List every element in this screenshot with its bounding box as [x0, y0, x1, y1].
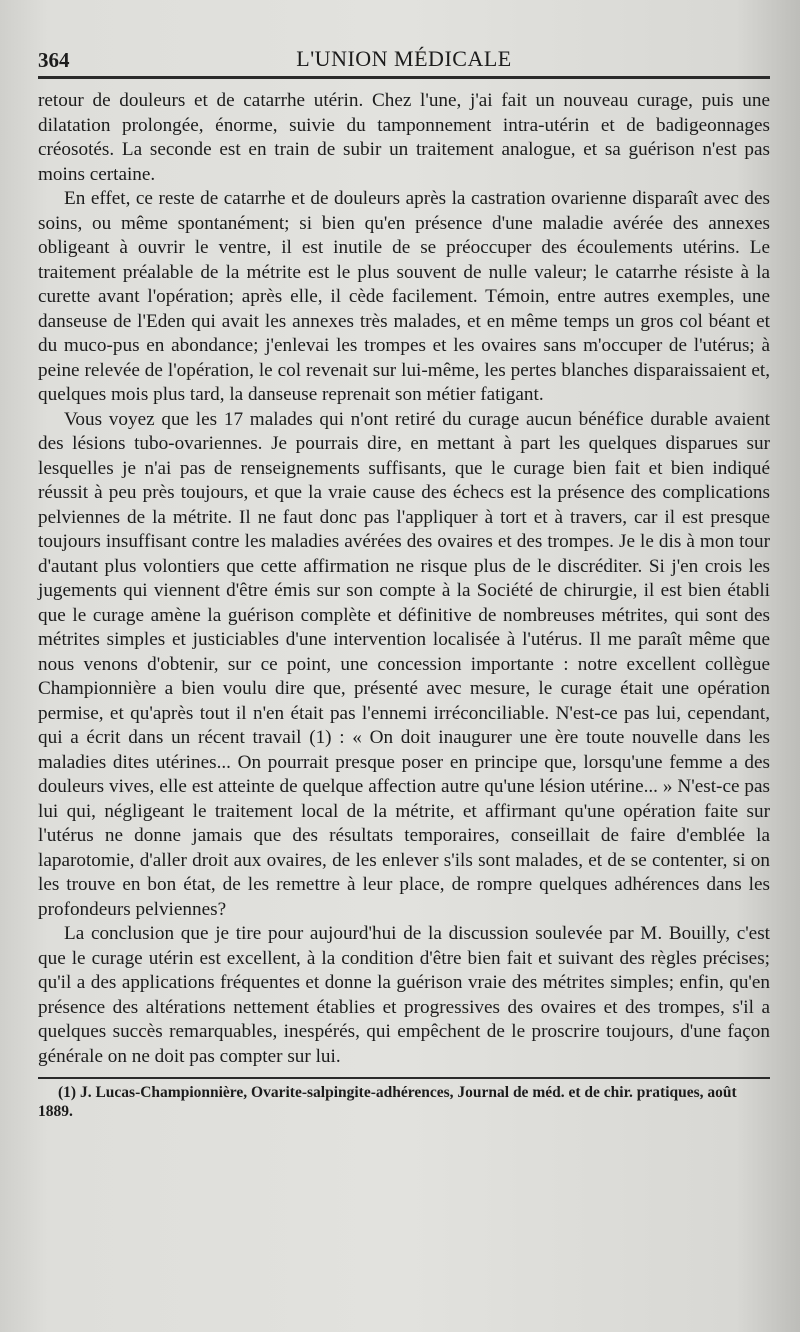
running-title: L'UNION MÉDICALE	[296, 46, 512, 71]
footnote-rule	[38, 1077, 770, 1079]
paragraph: La conclusion que je tire pour aujourd'hui de la discussion soulevée par M. Bouilly, c'est que le curage utérin est excellent, à la condition d'être bien fait et suivant des règles précises; qu'il a des applications fréquentes et donne la guérison vraie des métrites simples; enfin, qu'en présence des altérations nettement établies et progressives des ovaires et des trompes, s'il a quelques succès remarquables, inespérés, qui empêchent de le proscrire toujours, d'une façon générale on ne doit pas compter sur lui.	[38, 923, 770, 1067]
paragraph: retour de douleurs et de catarrhe utérin. Chez l'une, j'ai fait un nouveau curage, puis une dilatation prolongée, énorme, suivie du tamponnement intra-utérin et de badigeonnages créosotés. La seconde est en train de subir un traitement analogue, et sa guérison n'est pas moins certaine.	[38, 90, 770, 185]
page-header	[38, 44, 770, 74]
page-number: 364	[38, 48, 70, 72]
body-text	[38, 89, 770, 1069]
paragraph: En effet, ce reste de catarrhe et de douleurs après la castration ovarienne disparaît avec des soins, ou même spontanément; si bien qu'en présence d'une maladie avérée des annexes obligeant à ouvrir le ventre, il est inutile de se préoccuper des écoulements utérins. Le traitement préalable de la métrite est le plus souvent de nulle valeur; le catarrhe résiste à la curette avant l'opération; après elle, il cède facilement. Témoin, entre autres exemples, une danseuse de l'Eden qui avait les annexes très malades, et en même temps un gros col béant et du muco-pus en abondance; j'enlevai les trompes et les ovaires sans m'occuper de l'utérus; à peine relevée de l'opération, le col revenait sur lui-même, les pertes blanches disparaissaient et, quelques mois plus tard, la danseuse reprenait son métier fatigant.	[38, 188, 770, 405]
paragraph: Vous voyez que les 17 malades qui n'ont retiré du curage aucun bénéfice durable avaient des lésions tubo-ovariennes. Je pourrais dire, en mettant à part les quelques disparues sur lesquelles je n'ai pas de renseignements suffisants, que le curage bien fait et bien indiqué réussit à peu près toujours, et que la vraie cause des échecs est la présence des complications pelviennes de la métrite. Il ne faut donc pas l'appliquer à tort et à travers, car il est presque toujours insuffisant contre les maladies avérées des ovaires et des trompes. Je le dis à mon tour d'autant plus volontiers que cette affirmation ne risque plus de le discréditer. Si j'en crois les jugements qui viennent d'être émis sur son compte à la Société de chirurgie, il est bien établi que le curage amène la guérison complète et définitive de nombreuses métrites, qui sont des métrites simples et justiciables d'une intervention localisée à l'utérus. Il me paraît même que nous venons d'obtenir, sur ce point, une concession importante : notre excellent collègue Championnière a bien voulu dire que, présenté avec mesure, le curage était une opération permise, et qu'après tout il n'en était pas l'ennemi irréconciliable. N'est-ce pas lui, cependant, qui a écrit dans un récent travail (1) : « On doit inaugurer une ère toute nouvelle dans les maladies dites utérines... On pourrait presque poser en principe que, lorsqu'une femme a des douleurs vives, elle est atteinte de quelque affection autre qu'une lésion utérine... » N'est-ce pas lui qui, négligeant le traitement local de la métrite, et affirmant qu'une opération faite sur l'utérus ne donne jamais que des résultats temporaires, conseillait de faire d'emblée la laparotomie, d'aller droit aux ovaires, de les enlever s'ils sont malades, et de se contenter, si on les trouve en bon état, de les remettre à leur place, de rompre quelques adhérences dans les profondeurs pelviennes?	[38, 408, 770, 920]
footnote: (1) J. Lucas-Championnière, Ovarite-salpingite-adhérences, Journal de méd. et de chir. pratiques, août 1889.	[38, 1084, 737, 1120]
header-rule	[38, 76, 770, 79]
